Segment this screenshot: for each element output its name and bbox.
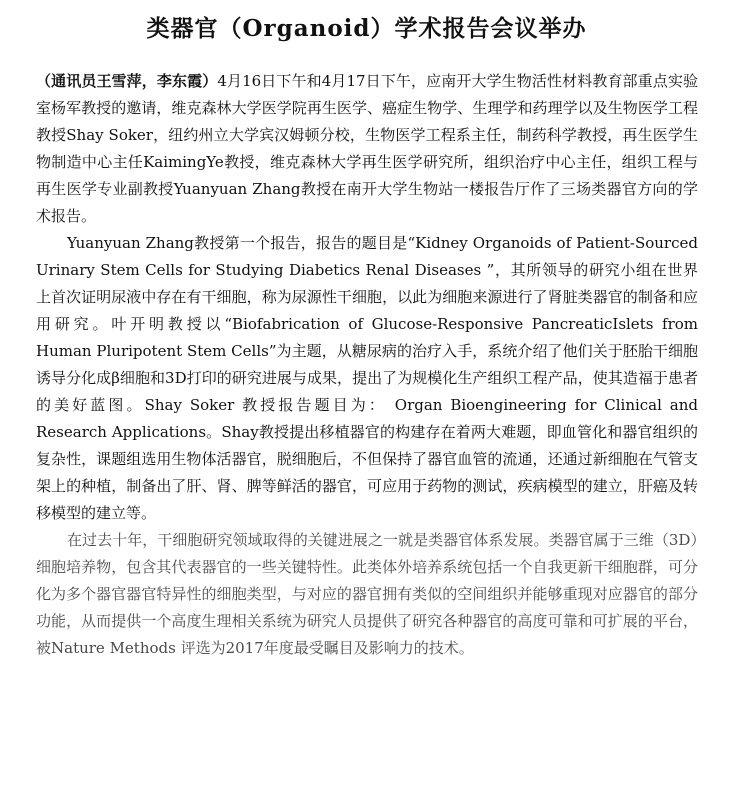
article-title: 类器官（Organoid）学术报告会议举办 (146, 15, 587, 42)
paragraph-1-text: 4月16日下午和4月17日下午，应南开大学生物活性材料教育部重点实验室杨军教授的邀请，维克森林大学医学院再生医学、癌症生物学、生理学和药理学以及生物医学工程教授Shay Soker，纽约州立大学宾汉姆顿分校，生物医学工程系主任，制药科学教授，再生医学生物制造中心主任KaimingYe教授，维克森林大学再生医学研究所，组织治疗中心主任，组织工程与再生医学专业副教授Yuanyuan Zhang教授在南开大学生物站一楼报告厅作了三场类器官方向的学术报告。 (36, 72, 698, 225)
article-body (36, 68, 698, 662)
paragraph-1 (36, 68, 698, 230)
paragraph-3: 在过去十年，干细胞研究领域取得的关键进展之一就是类器官体系发展。类器官属于三维（3D）细胞培养物，包含其代表器官的一些关键特性。此类体外培养系统包括一个自我更新干细胞群，可分化为多个器官器官特异性的细胞类型，与对应的器官拥有类似的空间组织并能够重现对应器官的部分功能，从而提供一个高度生理相关系统为研究人员提供了研究各种器官的高度可靠和可扩展的平台，被Nature Methods 评选为2017年度最受瞩目及影响力的技术。 (36, 531, 698, 657)
paragraph-2: Yuanyuan Zhang教授第一个报告，报告的题目是“Kidney Organoids of Patient-Sourced Urinary Stem Cells for Studying Diabetics Renal Diseases ”，其所领导的研究小组在世界上首次证明尿液中存在有干细胞，称为尿源性干细胞，以此为细胞来源进行了肾脏类器官的制备和应用研究。叶开明教授以“Biofabrication of Glucose-Responsive PancreaticIslets from Human Pluripotent Stem Cells”为主题，从糖尿病的治疗入手，系统介绍了他们关于胚胎干细胞诱导分化成β细胞和3D打印的研究进展与成果，提出了为规模化生产组织工程产品，使其造福于患者的美好蓝图。Shay Soker 教授报告题目为： Organ Bioengineering for Clinical and Research Applications。Shay教授提出移植器官的构建存在着两大难题，即血管化和器官组织的复杂性，课题组选用生物体活器官，脱细胞后，不但保持了器官血管的流通，还通过新细胞在气管支架上的种植，制备出了肝、肾、脾等鲜活的器官，可应用于药物的测试，疾病模型的建立，肝癌及转移模型的建立等。 (36, 234, 698, 522)
byline: （通讯员王雪萍，李东霞） (36, 72, 218, 90)
